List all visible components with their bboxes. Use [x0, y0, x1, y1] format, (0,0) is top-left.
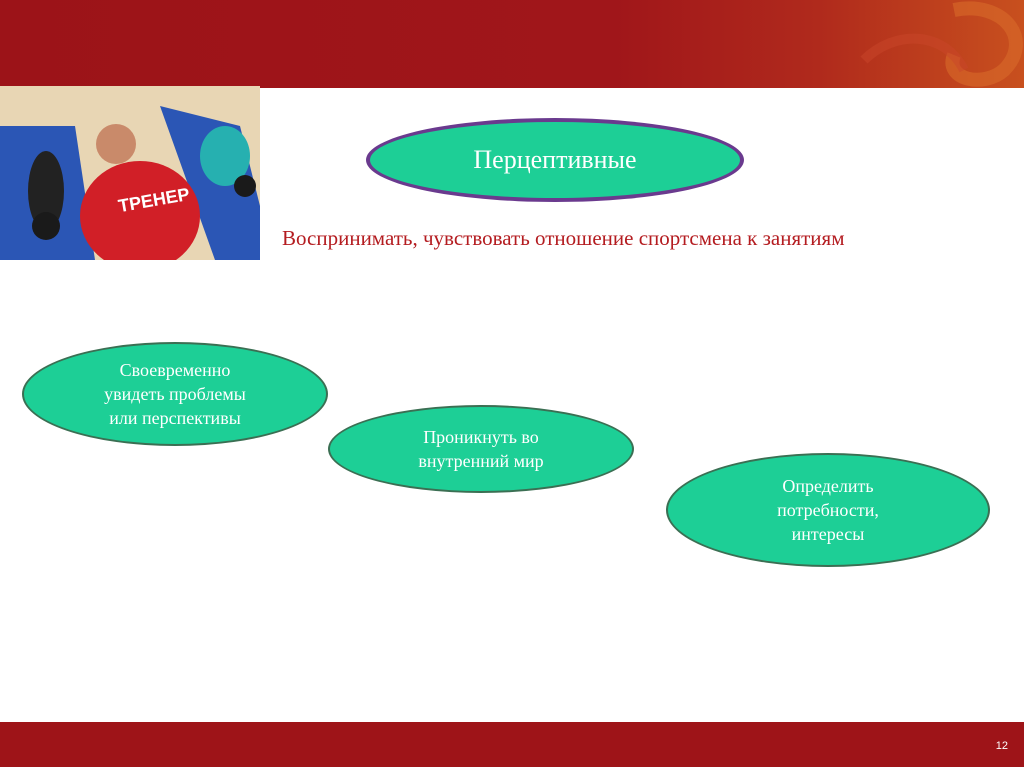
decorative-swirl [804, 0, 1024, 88]
oval-line: увидеть проблемы [104, 383, 246, 404]
oval-line: Своевременно [119, 359, 231, 380]
oval-line: потребности, [777, 499, 879, 520]
oval-needs-interests [666, 453, 990, 567]
slide-subtitle: Воспринимать, чувствовать отношение спортсмена к занятиям [282, 226, 845, 250]
page-number: 12 [995, 740, 1008, 752]
oval-line: внутренний мир [418, 451, 544, 471]
shirt-text: ТРЕНЕР [116, 183, 192, 217]
oval-line: интересы [791, 524, 865, 545]
oval-line: Определить [782, 475, 874, 496]
top-banner [0, 0, 1024, 88]
oval-inner-world [328, 405, 634, 493]
slide-title: Перцептивные [473, 145, 637, 175]
title-oval [366, 118, 744, 202]
coach-photo [0, 86, 260, 260]
oval-timely-see-problems [22, 342, 328, 446]
bottom-banner [0, 722, 1024, 767]
oval-line: Проникнуть во [423, 426, 539, 447]
oval-line: или перспективы [109, 408, 241, 429]
